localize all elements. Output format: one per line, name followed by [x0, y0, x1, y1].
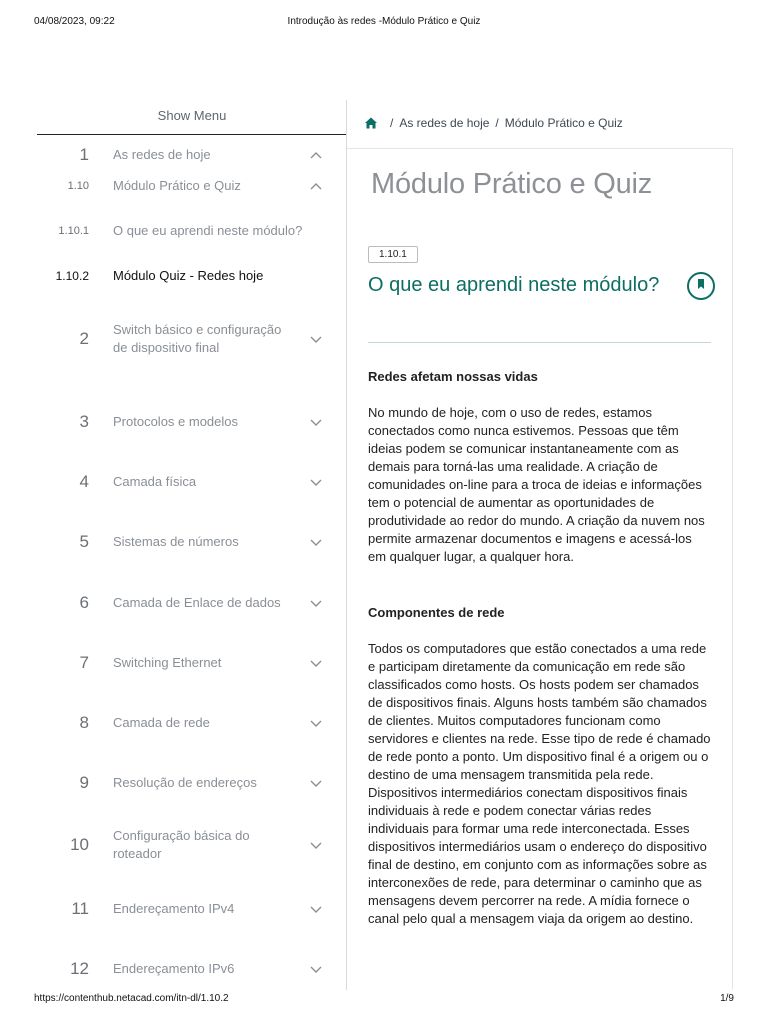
menu-item-6[interactable] [37, 593, 337, 613]
menu-item-label: As redes de hoje [113, 147, 211, 162]
chevron-up-icon[interactable] [309, 179, 323, 193]
menu-item-4[interactable] [37, 472, 337, 492]
menu-item-9[interactable] [37, 773, 337, 793]
chevron-down-icon[interactable] [309, 332, 323, 346]
sidebar-divider [37, 134, 347, 135]
menu-item-number: 1.10.2 [55, 269, 89, 283]
menu-item-1-10[interactable] [37, 177, 337, 195]
menu-item-number: 1.10 [67, 180, 89, 192]
menu-item-1-10-1[interactable] [37, 222, 337, 240]
page-title: Módulo Prático e Quiz [371, 168, 653, 200]
menu-item-8[interactable] [37, 713, 337, 733]
heading-networks-affect-lives: Redes afetam nossas vidas [368, 369, 538, 384]
chevron-down-icon[interactable] [309, 902, 323, 916]
menu-item-number: 1.10.1 [58, 225, 89, 237]
menu-item-label: O que eu aprendi neste módulo? [113, 223, 303, 238]
menu-item-label: Endereçamento IPv6 [113, 961, 235, 976]
print-date: 04/08/2023, 09:22 [34, 16, 115, 27]
menu-item-10[interactable] [37, 827, 337, 863]
menu-item-7[interactable] [37, 653, 337, 673]
menu-item-label: Sistemas de números [113, 534, 239, 549]
show-menu-button[interactable]: Show Menu [157, 108, 227, 123]
menu-item-label: Camada física [113, 474, 197, 489]
chevron-up-icon[interactable] [309, 148, 323, 162]
chevron-down-icon[interactable] [309, 596, 323, 610]
chevron-down-icon[interactable] [309, 535, 323, 549]
sidebar [37, 100, 347, 990]
print-title: Introdução às redes -Módulo Prático e Quiz [287, 16, 481, 27]
menu-item-label: Módulo Prático e Quiz [113, 178, 241, 193]
breadcrumb-separator: / [495, 116, 499, 130]
menu-item-number: 10 [70, 835, 89, 854]
menu-item-number: 5 [79, 532, 89, 551]
chevron-down-icon[interactable] [309, 716, 323, 730]
breadcrumb-item-module[interactable]: As redes de hoje [399, 116, 490, 130]
chevron-down-icon[interactable] [309, 838, 323, 852]
menu-item-number: 11 [71, 899, 89, 918]
menu-item-1-10-2[interactable] [37, 267, 337, 285]
menu-item-number: 9 [79, 773, 89, 792]
menu-item-2[interactable] [37, 321, 337, 357]
breadcrumb [364, 116, 623, 130]
home-icon[interactable] [364, 116, 378, 130]
section-title: O que eu aprendi neste módulo? [368, 274, 660, 296]
menu-item-number: 3 [79, 412, 89, 431]
bookmark-icon [695, 277, 707, 295]
menu-item-label: Switch básico e configuração de dispositivo final [113, 322, 282, 355]
menu-item-label: Resolução de endereços [113, 775, 257, 790]
menu-item-label: Módulo Quiz - Redes hoje [113, 268, 264, 283]
menu-item-number: 1 [79, 145, 89, 164]
menu-item-5[interactable] [37, 532, 337, 552]
section-divider [368, 342, 711, 343]
breadcrumb-separator: / [390, 116, 394, 130]
menu-item-label: Endereçamento IPv4 [113, 901, 235, 916]
menu-item-number: 12 [70, 959, 89, 978]
print-url: https://contenthub.netacad.com/itn-dl/1.10.2 [34, 993, 229, 1004]
chevron-down-icon[interactable] [309, 776, 323, 790]
menu-item-number: 2 [79, 329, 89, 348]
chevron-down-icon[interactable] [309, 656, 323, 670]
menu-item-number: 7 [79, 653, 89, 672]
menu-item-number: 6 [79, 593, 89, 612]
menu-item-label: Camada de rede [113, 715, 210, 730]
menu-item-number: 8 [79, 713, 89, 732]
bookmark-button[interactable] [687, 272, 715, 300]
chevron-down-icon[interactable] [309, 475, 323, 489]
paragraph-network-components: Todos os computadores que estão conectados a uma rede e participam diretamente da comunicação em rede são classificados como hosts. Os hosts podem ser chamados de dispositivos finais. Alguns hosts também são chamados de clientes. Muitos computadores funcionam como servidores e clientes na rede. Esse tipo de rede é chamado de rede ponto a ponto. Um dispositivo final é a origem ou o destino de uma mensagem transmitida pela rede. Dispositivos intermediários conectam dispositivos finais individuais à rede e podem conectar várias redes individuais para formar uma rede interconectada. Esses dispositivos intermediários usam o endereço do dispositivo final de destino, em conjunto com as informações sobre as interconexões de rede, para determinar o caminho que as mensagens devem percorrer na rede. A mídia fornece o canal pelo qual a mensagem viaja da origem ao destino. [368, 641, 711, 926]
breadcrumb-item-section[interactable]: Módulo Prático e Quiz [504, 116, 623, 130]
print-page-count: 1/9 [720, 993, 734, 1004]
menu-item-11[interactable] [37, 899, 337, 919]
section-number-badge: 1.10.1 [368, 246, 418, 263]
menu-item-label: Configuração básica do roteador [113, 828, 250, 861]
menu-item-label: Camada de Enlace de dados [113, 595, 281, 610]
menu-item-1[interactable] [37, 145, 337, 165]
menu-item-3[interactable] [37, 412, 337, 432]
heading-network-components: Componentes de rede [368, 605, 505, 620]
menu-item-label: Switching Ethernet [113, 655, 222, 670]
chevron-down-icon[interactable] [309, 962, 323, 976]
menu-item-label: Protocolos e modelos [113, 414, 239, 429]
chevron-down-icon[interactable] [309, 415, 323, 429]
menu-item-12[interactable] [37, 959, 337, 979]
menu-item-number: 4 [79, 472, 89, 491]
paragraph-networks-affect-lives: No mundo de hoje, com o uso de redes, estamos conectados como nunca estivemos. Pessoas que têm ideias podem se comunicar instantaneamente com as demais para torná-las uma realidade. A criação de comunidades on-line para a troca de ideias e informações tem o potencial de aumentar as oportunidades de produtividade ao redor do mundo. A criação da nuvem nos permite armazenar documentos e imagens e acessá-los em qualquer lugar, a qualquer hora. [368, 405, 705, 564]
